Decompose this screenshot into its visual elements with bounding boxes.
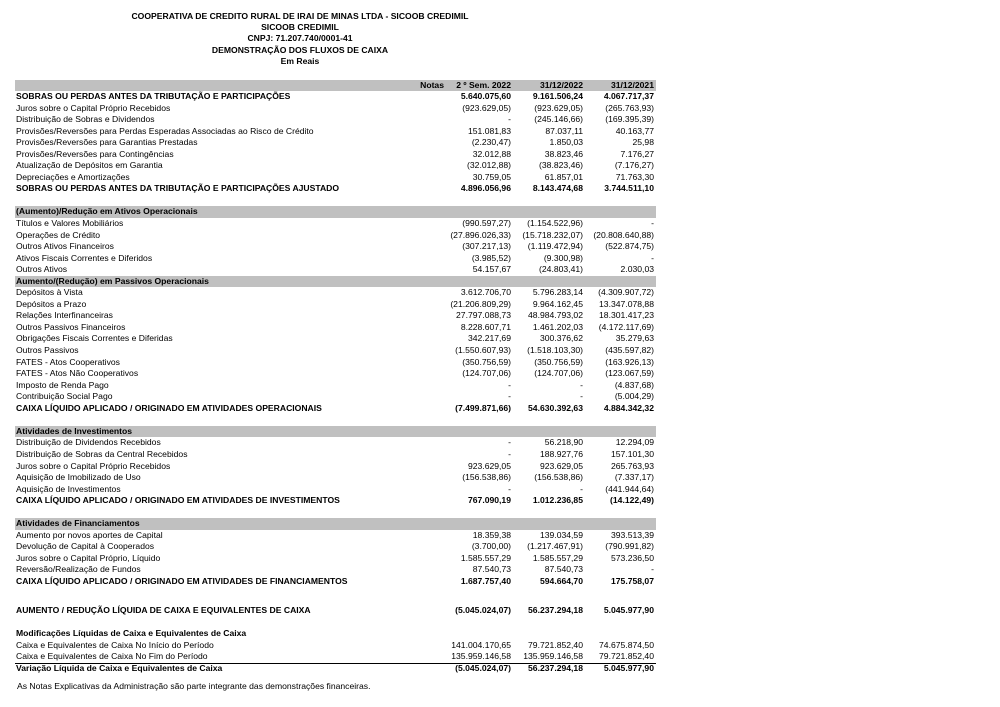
row-value: - bbox=[651, 252, 654, 263]
table-row bbox=[15, 299, 656, 311]
report-header bbox=[0, 11, 600, 67]
row-label: Distribuição de Sobras da Central Recebidos bbox=[16, 448, 188, 459]
row-value: (24.803,41) bbox=[539, 264, 583, 275]
row-value: 135.959.146,58 bbox=[523, 651, 583, 662]
row-value: 188.927,76 bbox=[539, 448, 583, 459]
row-label: Reversão/Realização de Fundos bbox=[16, 564, 141, 575]
table-row bbox=[15, 391, 656, 403]
row-label: Provisões/Reversões para Contingências bbox=[16, 148, 174, 159]
row-value: (1.154.522,96) bbox=[527, 218, 583, 229]
table-row bbox=[15, 253, 656, 265]
currency-note: Em Reais bbox=[280, 55, 320, 66]
row-value: 25,98 bbox=[632, 137, 654, 148]
row-value: (923.629,05) bbox=[462, 102, 511, 113]
row-label: Juros sobre o Capital Próprio Recebidos bbox=[16, 460, 171, 471]
row-value: (124.707,06) bbox=[534, 368, 583, 379]
row-value: 3.612.706,70 bbox=[460, 287, 511, 298]
cnpj: CNPJ: 71.207.740/0001-41 bbox=[247, 33, 353, 44]
table-row bbox=[15, 137, 656, 149]
row-value: (21.206.809,29) bbox=[450, 298, 511, 309]
row-value: - bbox=[508, 391, 511, 402]
row-value: 9.964.162,45 bbox=[532, 298, 583, 309]
row-value: 4.067.717,37 bbox=[603, 91, 654, 101]
row-value: (156.538,86) bbox=[462, 472, 511, 483]
row-value: 35.279,63 bbox=[615, 333, 654, 344]
row-value: (7.337,17) bbox=[614, 472, 654, 483]
row-label: Outros Passivos bbox=[16, 345, 79, 356]
row-label: Aquisição de Investimentos bbox=[16, 483, 121, 494]
row-label: SOBRAS OU PERDAS ANTES DA TRIBUTAÇÃO E PARTICIPAÇÕES AJUSTADO bbox=[16, 183, 340, 194]
table-row bbox=[15, 380, 656, 392]
row-value: (3.700,00) bbox=[471, 541, 511, 552]
row-value: (9.300,98) bbox=[543, 252, 583, 263]
row-label: Juros sobre o Capital Próprio Recebidos bbox=[16, 102, 171, 113]
row-value: 594.664,70 bbox=[539, 575, 583, 586]
row-label: AUMENTO / REDUÇÃO LÍQUIDA DE CAIXA E EQUIVALENTES DE CAIXA bbox=[16, 605, 311, 616]
row-label: Provisões/Reversões para Perdas Esperadas Associadas ao Risco de Crédito bbox=[16, 125, 314, 136]
row-value: (923.629,05) bbox=[534, 102, 583, 113]
row-label: Caixa e Equivalentes de Caixa No Fim do Período bbox=[16, 651, 208, 662]
table-row bbox=[15, 461, 656, 473]
table-row bbox=[15, 160, 656, 172]
cash-flow-table bbox=[15, 80, 656, 674]
table-row bbox=[15, 472, 656, 484]
row-label: Atividades de Financiamentos bbox=[16, 518, 140, 529]
row-value: 1.585.557,29 bbox=[532, 552, 583, 563]
table-row bbox=[15, 484, 656, 496]
row-value: (38.823,46) bbox=[539, 160, 583, 171]
row-value: 12.294,09 bbox=[615, 437, 654, 448]
row-value: - bbox=[580, 483, 583, 494]
row-value: 1.850,03 bbox=[549, 137, 583, 148]
report-title: DEMONSTRAÇÃO DOS FLUXOS DE CAIXA bbox=[211, 44, 389, 55]
row-value: - bbox=[508, 114, 511, 125]
row-value: 1.012.236,85 bbox=[532, 495, 583, 506]
table-row bbox=[15, 322, 656, 334]
table-row bbox=[15, 172, 656, 184]
row-value: 13.347.078,88 bbox=[599, 298, 654, 309]
row-value: (27.896.026,33) bbox=[450, 229, 511, 240]
row-value: (169.395,39) bbox=[605, 114, 654, 125]
row-label: CAIXA LÍQUIDO APLICADO / ORIGINADO EM ATIVIDADES DE INVESTIMENTOS bbox=[16, 495, 340, 506]
row-value: 141.004.170,65 bbox=[451, 639, 511, 650]
row-value: 139.034,59 bbox=[539, 529, 583, 540]
row-value: (15.718.232,07) bbox=[522, 229, 583, 240]
row-value: 8.143.474,68 bbox=[532, 183, 583, 194]
row-label: Devolução de Capital à Cooperados bbox=[16, 541, 155, 552]
row-label: CAIXA LÍQUIDO APLICADO / ORIGINADO EM ATIVIDADES DE FINANCIAMENTOS bbox=[16, 575, 348, 586]
row-value: 56.237.294,18 bbox=[528, 605, 583, 616]
row-value: 573.236,50 bbox=[610, 552, 654, 563]
row-value: 9.161.506,24 bbox=[532, 91, 583, 101]
row-value: (1.119.472,94) bbox=[527, 241, 583, 252]
row-value: (307.217,13) bbox=[462, 241, 511, 252]
row-value: 74.675.874,50 bbox=[599, 639, 654, 650]
row-value: (163.926,13) bbox=[605, 356, 654, 367]
row-value: 18.359,38 bbox=[472, 529, 511, 540]
row-value: 79.721.852,40 bbox=[599, 651, 654, 662]
col-2sem-2022: 2 º Sem. 2022 bbox=[456, 80, 511, 90]
table-row bbox=[15, 287, 656, 299]
row-value: (7.176,27) bbox=[614, 160, 654, 171]
row-value: 4.896.056,96 bbox=[460, 183, 511, 194]
row-label: Operações de Crédito bbox=[16, 229, 101, 240]
company-short-name: SICOOB CREDIMIL bbox=[261, 22, 339, 33]
row-value: 54.157,67 bbox=[472, 264, 511, 275]
row-value: - bbox=[508, 437, 511, 448]
row-label: Distribuição de Dividendos Recebidos bbox=[16, 437, 161, 448]
row-label: Aumento por novos aportes de Capital bbox=[16, 529, 163, 540]
row-label: Aumento/(Redução) em Passivos Operacionais bbox=[16, 275, 209, 286]
row-value: (2.230,47) bbox=[471, 137, 511, 148]
table-row bbox=[15, 368, 656, 380]
row-value: 175.758,07 bbox=[610, 575, 654, 586]
row-value: 151.081,83 bbox=[467, 125, 511, 136]
modifications-header bbox=[15, 628, 656, 640]
row-value: (5.045.024,07) bbox=[455, 605, 511, 616]
row-value: 1.687.757,40 bbox=[460, 575, 511, 586]
row-label: FATES - Atos Cooperativos bbox=[16, 356, 120, 367]
table-row bbox=[15, 651, 656, 663]
row-value: (32.012,88) bbox=[467, 160, 511, 171]
table-row bbox=[15, 437, 656, 449]
row-label: Depósitos à Vista bbox=[16, 287, 83, 298]
row-value: 48.984.793,02 bbox=[528, 310, 583, 321]
row-label: Juros sobre o Capital Próprio, Líquido bbox=[16, 552, 161, 563]
row-value: (441.944,64) bbox=[605, 483, 654, 494]
row-value: (14.122,49) bbox=[610, 495, 654, 506]
row-value: (5.045.024,07) bbox=[455, 662, 511, 673]
subtotal-row bbox=[15, 183, 656, 195]
row-value: 71.763,30 bbox=[615, 171, 654, 182]
row-label: Atividades de Investimentos bbox=[16, 425, 133, 436]
row-value: 5.045.977,90 bbox=[603, 605, 654, 616]
table-row bbox=[15, 91, 656, 103]
row-value: 767.090,19 bbox=[467, 495, 511, 506]
row-value: 135.959.146,58 bbox=[451, 651, 511, 662]
subtotal-row bbox=[15, 495, 656, 507]
row-label: Ativos Fiscais Correntes e Diferidos bbox=[16, 252, 153, 263]
row-value: (522.874,75) bbox=[605, 241, 654, 252]
row-value: 1.585.557,29 bbox=[460, 552, 511, 563]
table-row bbox=[15, 310, 656, 322]
subtotal-row bbox=[15, 403, 656, 415]
row-value: - bbox=[508, 483, 511, 494]
table-row bbox=[15, 449, 656, 461]
row-value: 5.796.283,14 bbox=[532, 287, 583, 298]
table-row bbox=[15, 126, 656, 138]
row-value: 54.630.392,63 bbox=[528, 402, 583, 413]
row-value: (435.597,82) bbox=[605, 345, 654, 356]
row-value: (4.309.907,72) bbox=[598, 287, 654, 298]
row-value: (1.217.467,91) bbox=[527, 541, 583, 552]
row-value: 8.228.607,71 bbox=[460, 321, 511, 332]
row-label: Relações Interfinanceiras bbox=[16, 310, 113, 321]
row-value: 342.217,69 bbox=[467, 333, 511, 344]
row-value: - bbox=[651, 564, 654, 575]
row-value: 5.640.075,60 bbox=[460, 91, 511, 101]
row-value: 7.176,27 bbox=[620, 148, 654, 159]
table-row bbox=[15, 640, 656, 652]
row-value: (4.837,68) bbox=[614, 379, 654, 390]
row-value: 4.884.342,32 bbox=[603, 402, 654, 413]
table-row bbox=[15, 333, 656, 345]
row-label: Caixa e Equivalentes de Caixa No Início do Período bbox=[16, 639, 214, 650]
row-value: (245.146,66) bbox=[534, 114, 583, 125]
row-label: CAIXA LÍQUIDO APLICADO / ORIGINADO EM ATIVIDADES OPERACIONAIS bbox=[16, 402, 322, 413]
row-value: (156.538,86) bbox=[534, 472, 583, 483]
row-value: (20.808.640,88) bbox=[593, 229, 654, 240]
row-value: - bbox=[508, 448, 511, 459]
table-row bbox=[15, 564, 656, 576]
row-value: 18.301.417,23 bbox=[599, 310, 654, 321]
table-row bbox=[15, 264, 656, 276]
row-value: - bbox=[651, 218, 654, 229]
col-2022: 31/12/2022 bbox=[539, 80, 583, 90]
row-value: (350.756,59) bbox=[534, 356, 583, 367]
table-row bbox=[15, 149, 656, 161]
row-label: Aquisição de Imobilizado de Uso bbox=[16, 472, 141, 483]
row-label: Outros Passivos Financeiros bbox=[16, 321, 126, 332]
table-row bbox=[15, 357, 656, 369]
table-row bbox=[15, 103, 656, 115]
row-label: Obrigações Fiscais Correntes e Diferidas bbox=[16, 333, 173, 344]
row-value: 87.540,73 bbox=[544, 564, 583, 575]
row-value: (790.991,82) bbox=[605, 541, 654, 552]
row-value: (7.499.871,66) bbox=[455, 402, 511, 413]
company-name: COOPERATIVA DE CREDITO RURAL DE IRAI DE MINAS LTDA - SICOOB CREDIMIL bbox=[131, 11, 469, 21]
row-value: 2.030,03 bbox=[620, 264, 654, 275]
row-value: (265.763,93) bbox=[605, 102, 654, 113]
table-row bbox=[15, 218, 656, 230]
row-value: 1.461.202,03 bbox=[532, 321, 583, 332]
row-value: 157.101,30 bbox=[610, 448, 654, 459]
row-value: (4.172.117,69) bbox=[598, 321, 654, 332]
row-value: - bbox=[508, 379, 511, 390]
row-value: 923.629,05 bbox=[539, 460, 583, 471]
table-row bbox=[15, 530, 656, 542]
net-change-row bbox=[15, 605, 656, 617]
row-value: 61.857,01 bbox=[544, 171, 583, 182]
row-label: Modificações Líquidas de Caixa e Equivalentes de Caixa bbox=[16, 628, 247, 639]
subtotal-row bbox=[15, 576, 656, 588]
row-label: Outros Ativos Financeiros bbox=[16, 241, 114, 252]
row-label: Outros Ativos bbox=[16, 264, 68, 275]
footnote: As Notas Explicativas da Administração são parte integrante das demonstrações financeiras. bbox=[17, 681, 371, 691]
table-row bbox=[15, 541, 656, 553]
row-label: FATES - Atos Não Cooperativos bbox=[16, 368, 139, 379]
row-label: (Aumento)/Redução em Ativos Operacionais bbox=[16, 206, 198, 217]
variation-row bbox=[15, 663, 656, 675]
row-value: 3.744.511,10 bbox=[604, 183, 654, 194]
row-value: (350.756,59) bbox=[462, 356, 511, 367]
row-value: 40.163,77 bbox=[615, 125, 654, 136]
row-label: Títulos e Valores Mobiliários bbox=[16, 218, 124, 229]
table-row bbox=[15, 114, 656, 126]
row-label: Variação Líquida de Caixa e Equivalentes de Caixa bbox=[16, 662, 223, 673]
row-label: Depreciações e Amortizações bbox=[16, 171, 130, 182]
row-value: (1.550.607,93) bbox=[455, 345, 511, 356]
row-value: 923.629,05 bbox=[467, 460, 511, 471]
row-label: Atualização de Depósitos em Garantia bbox=[16, 160, 163, 171]
row-value: (990.597,27) bbox=[462, 218, 511, 229]
row-value: 5.045.977,90 bbox=[603, 662, 654, 673]
row-value: 56.237.294,18 bbox=[528, 662, 583, 673]
row-value: 30.759,05 bbox=[472, 171, 511, 182]
row-value: 300.376,62 bbox=[539, 333, 583, 344]
row-value: 393.513,39 bbox=[610, 529, 654, 540]
column-header-row bbox=[15, 80, 656, 91]
row-value: (5.004,29) bbox=[614, 391, 654, 402]
row-value: - bbox=[580, 391, 583, 402]
row-value: (3.985,52) bbox=[471, 252, 511, 263]
row-value: 38.823,46 bbox=[544, 148, 583, 159]
row-label: Provisões/Reversões para Garantias Prestadas bbox=[16, 137, 198, 148]
row-value: 87.037,11 bbox=[545, 125, 583, 136]
table-row bbox=[15, 345, 656, 357]
table-row bbox=[15, 553, 656, 565]
row-label: Imposto de Renda Pago bbox=[16, 379, 109, 390]
row-label: Depósitos a Prazo bbox=[16, 298, 87, 309]
row-label: SOBRAS OU PERDAS ANTES DA TRIBUTAÇÃO E PARTICIPAÇÕES bbox=[16, 91, 291, 101]
row-value: 87.540,73 bbox=[472, 564, 511, 575]
section-header-passivos bbox=[15, 276, 656, 288]
row-value: (124.707,06) bbox=[462, 368, 511, 379]
row-value: 56.218,90 bbox=[544, 437, 583, 448]
row-label: Distribuição de Sobras e Dividendos bbox=[16, 114, 155, 125]
col-2021: 31/12/2021 bbox=[610, 80, 654, 90]
row-value: 27.797.088,73 bbox=[456, 310, 511, 321]
row-value: - bbox=[580, 379, 583, 390]
col-notas: Notas bbox=[420, 80, 444, 90]
table-row bbox=[15, 230, 656, 242]
row-label: Contribuição Social Pago bbox=[16, 391, 113, 402]
row-value: 32.012,88 bbox=[472, 148, 511, 159]
row-value: 79.721.852,40 bbox=[528, 639, 583, 650]
section-header-financiamentos bbox=[15, 518, 656, 530]
row-value: (1.518.103,30) bbox=[527, 345, 583, 356]
table-row bbox=[15, 241, 656, 253]
section-header-investimentos bbox=[15, 426, 656, 438]
row-value: (123.067,59) bbox=[605, 368, 654, 379]
section-header-ativos bbox=[15, 206, 656, 218]
row-value: 265.763,93 bbox=[610, 460, 654, 471]
